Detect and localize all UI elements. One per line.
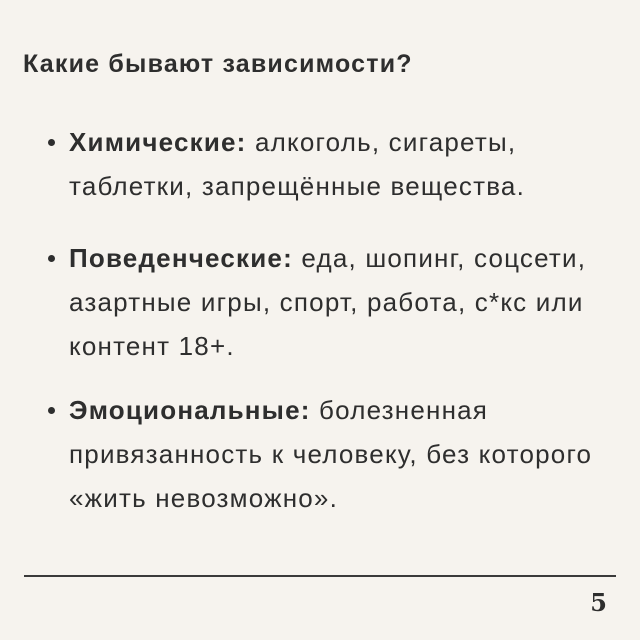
bullet-icon	[48, 407, 55, 414]
list-item-text	[69, 236, 608, 368]
page-number: 5	[590, 588, 607, 617]
list-item-description: еда, шопинг, соцсети, азартные игры, спорт, работа, с*кс или контент 18+.	[69, 243, 587, 361]
list-item-description: алкоголь, сигареты, таблетки, запрещённые вещества.	[69, 127, 525, 201]
list-item-behavioral	[48, 236, 608, 368]
slide-title: Какие бывают зависимости?	[23, 50, 413, 78]
list-item-chemical	[48, 120, 608, 208]
list-item-term: Поведенческие:	[69, 243, 293, 273]
list-item-description: болезненная привязанность к человеку, без которого «жить невозможно».	[69, 395, 593, 513]
bullet-icon	[48, 255, 55, 262]
list-item-text	[69, 120, 608, 208]
footer-divider	[24, 575, 616, 577]
list-item-term: Эмоциональные:	[69, 395, 311, 425]
list-item-emotional	[48, 388, 608, 520]
bullet-icon	[48, 139, 55, 146]
list-item-term: Химические:	[69, 127, 247, 157]
list-item-text	[69, 388, 608, 520]
